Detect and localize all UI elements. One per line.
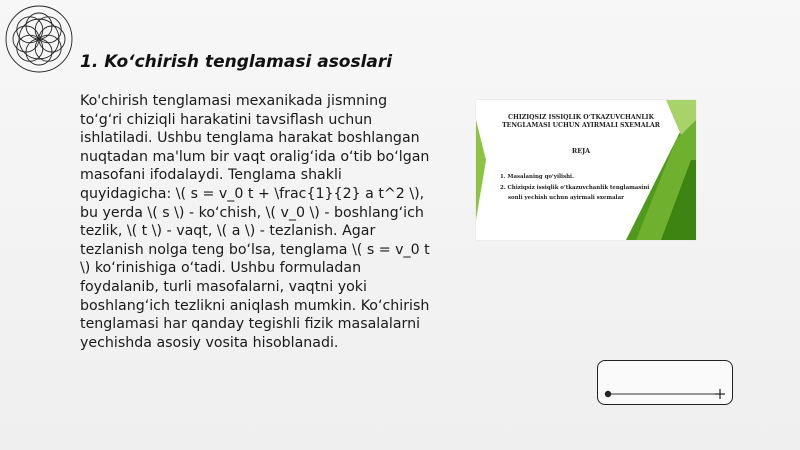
progress-widget[interactable] — [597, 360, 733, 405]
thumbnail-heading-line2: TENGLAMASI UCHUN AYIRMALI SXEMALAR — [502, 122, 660, 129]
thumbnail-plan-item-2-cont: sonli yechish uchun ayirmali sxemalar — [508, 195, 624, 201]
slide-title: 1. Ko‘chirish tenglamasi asoslari — [80, 52, 393, 72]
slide-body-text: Ko'chirish tenglamasi mexanikada jismning to‘g‘ri chiziqli harakatini tavsiflash uchun ishlatiladi. Ushbu tenglama harakat boshlangan nuqtadan ma'lum bir vaqt oralig‘ida o‘tib bo‘lgan masofani ifodalaydi. Tenglama shakli quyidagicha: \( s = v_0 t + \frac{1}{2} a t^2 \), bu yerda \( s \) - ko‘chish, \( v_0 \) - boshlang‘ich tezlik, \( t \) - vaqt, \( a \) - tezlanish. Agar tezlanish nolga teng bo‘lsa, tenglama \( s = v_0 t \) ko‘rinishiga o‘tadi. Ushbu formuladan foydalanib, turli masofalarni, vaqtni yoki boshlang‘ich tezlikni aniqlash mumkin. Ko‘chirish tenglamasi har qanday tegishli fizik masalalarni yechishda asosiy vosita hisoblanadi. — [80, 93, 430, 351]
thumbnail-plan-label: REJA — [571, 147, 591, 155]
progress-track — [598, 361, 732, 404]
plus-icon[interactable] — [715, 389, 725, 399]
dot-icon[interactable] — [605, 391, 611, 397]
thumbnail-plan-list — [500, 172, 660, 204]
document-thumbnail — [476, 100, 696, 240]
thumbnail-heading-line1: CHIZIQSIZ ISSIQLIK O‘TKAZUVCHANLIK — [508, 114, 654, 121]
thumbnail-plan-item-2: 2. Chiziqsiz issiqlik o‘tkazuvchanlik tenglamasini — [500, 184, 650, 191]
spirograph-logo-icon — [4, 4, 74, 74]
thumbnail-plan-item-1: 1. Masalaning qo‘yilishi. — [500, 174, 574, 180]
thumbnail-heading — [496, 114, 666, 130]
